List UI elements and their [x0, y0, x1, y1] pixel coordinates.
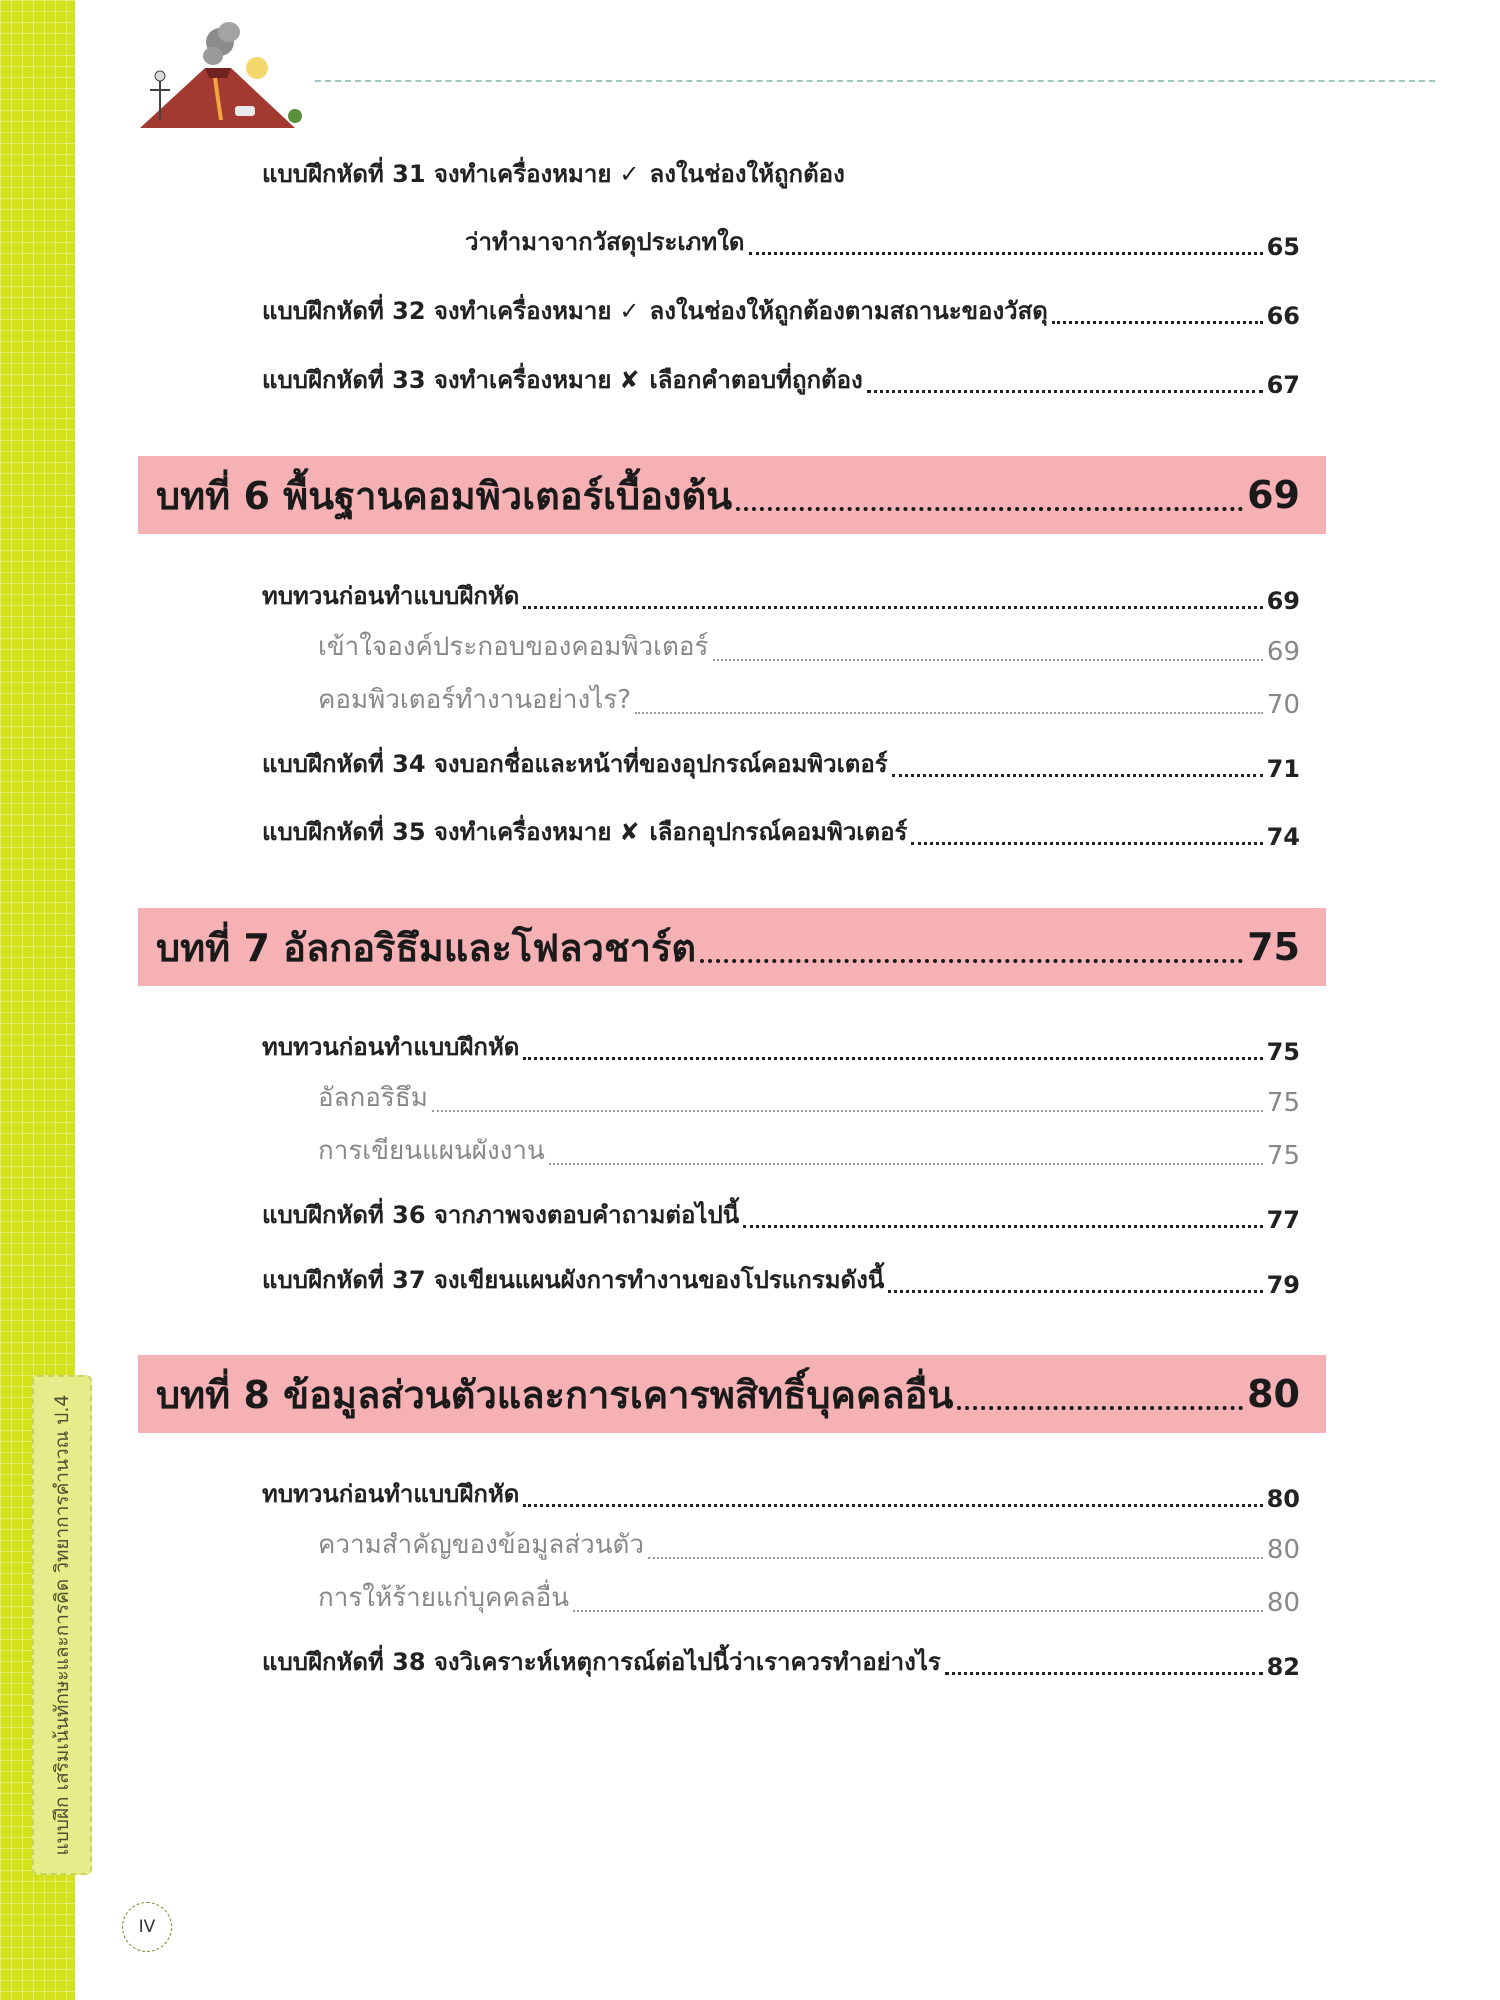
toc-entry-ex31-cont[interactable]: ว่าทำมาจากวัสดุประเภทใด 65 — [465, 228, 1300, 261]
toc-topic[interactable]: คอมพิวเตอร์ทำงานอย่างไร? 70 — [318, 685, 1300, 720]
chapter-7-band[interactable] — [138, 908, 1326, 986]
toc-topic[interactable]: การให้ร้ายแก่บุคคลอื่น 80 — [318, 1583, 1300, 1618]
leader-dots — [523, 1494, 1262, 1507]
leader-dots — [945, 1662, 1263, 1675]
leader-dots — [957, 1392, 1243, 1410]
toc-entry-ex32[interactable]: แบบฝึกหัดที่ 32 จงทำเครื่องหมาย ✓ ลงในช่องให้ถูกต้องตามสถานะของวัสดุ 66 — [262, 297, 1300, 330]
chapter-page: 75 — [1247, 925, 1300, 969]
leader-dots — [635, 702, 1263, 714]
leader-dots — [736, 493, 1243, 511]
leader-dots — [523, 1047, 1262, 1060]
cross-mark-icon: ✘ — [619, 818, 640, 846]
leader-dots — [888, 1280, 1262, 1293]
page-number: IV — [122, 1902, 172, 1952]
toc-topic[interactable]: ความสำคัญของข้อมูลส่วนตัว 80 — [318, 1530, 1300, 1565]
page-num: 67 — [1266, 371, 1300, 399]
leader-dots — [700, 945, 1243, 963]
side-label: แบบฝึก เสริมเน้นทักษะและการคิด วิทยาการคำนวณ ป.4 — [51, 1394, 73, 1856]
toc-review-ch6[interactable]: ทบทวนก่อนทำแบบฝึกหัด 69 — [262, 582, 1300, 615]
toc-topic[interactable]: อัลกอริธึม 75 — [318, 1083, 1300, 1118]
toc-topic[interactable]: เข้าใจองค์ประกอบของคอมพิวเตอร์ 69 — [318, 632, 1300, 667]
chapter-6-band[interactable] — [138, 456, 1326, 534]
leader-dots — [911, 832, 1262, 845]
leader-dots — [867, 380, 1263, 393]
chapter-page: 80 — [1247, 1372, 1300, 1416]
toc-entry-ex38[interactable]: แบบฝึกหัดที่ 38 จงวิเคราะห์เหตุการณ์ต่อไปนี้ว่าเราควรทำอย่างไร 82 — [262, 1648, 1300, 1681]
volcano-illustration-icon — [135, 20, 305, 132]
check-mark-icon: ✓ — [619, 297, 640, 325]
toc-topic[interactable]: การเขียนแผนผังงาน 75 — [318, 1136, 1300, 1171]
chapter-8-band[interactable] — [138, 1355, 1326, 1433]
toc-entry-ex34[interactable]: แบบฝึกหัดที่ 34 จงบอกชื่อและหน้าที่ของอุปกรณ์คอมพิวเตอร์ 71 — [262, 750, 1300, 783]
toc-review-ch7[interactable]: ทบทวนก่อนทำแบบฝึกหัด 75 — [262, 1033, 1300, 1066]
toc-entry-ex36[interactable]: แบบฝึกหัดที่ 36 จากภาพจงตอบคำถามต่อไปนี้ 77 — [262, 1201, 1300, 1234]
page-num: 66 — [1266, 302, 1300, 330]
leader-dots — [743, 1215, 1262, 1228]
check-mark-icon: ✓ — [619, 160, 640, 188]
leader-dots — [892, 764, 1263, 777]
leader-dots — [749, 242, 1263, 255]
chapter-page: 69 — [1247, 473, 1300, 517]
toc-entry-ex33[interactable]: แบบฝึกหัดที่ 33 จงทำเครื่องหมาย ✘ เลือกคำตอบที่ถูกต้อง 67 — [262, 366, 1300, 399]
chapter-title: บทที่ 6 พื้นฐานคอมพิวเตอร์เบื้องต้น — [156, 473, 733, 518]
cross-mark-icon: ✘ — [619, 366, 640, 394]
leader-dots — [549, 1153, 1263, 1165]
chapter-title: บทที่ 7 อัลกอริธึมและโฟลวชาร์ต — [156, 925, 697, 970]
toc-entry-ex31[interactable]: แบบฝึกหัดที่ 31 จงทำเครื่องหมาย ✓ ลงในช่องให้ถูกต้อง — [262, 160, 845, 188]
page-num: 65 — [1266, 233, 1300, 261]
leader-dots — [573, 1600, 1263, 1612]
header-rule — [315, 80, 1435, 82]
leader-dots — [1052, 311, 1263, 324]
chapter-title: บทที่ 8 ข้อมูลส่วนตัวและการเคารพสิทธิ์บุคคลอื่น — [156, 1372, 954, 1417]
toc-review-ch8[interactable]: ทบทวนก่อนทำแบบฝึกหัด 80 — [262, 1480, 1300, 1513]
toc-entry-ex37[interactable]: แบบฝึกหัดที่ 37 จงเขียนแผนผังการทำงานของโปรแกรมดังนี้ 79 — [262, 1266, 1300, 1299]
toc-entry-ex35[interactable]: แบบฝึกหัดที่ 35 จงทำเครื่องหมาย ✘ เลือกอุปกรณ์คอมพิวเตอร์ 74 — [262, 818, 1300, 851]
leader-dots — [432, 1100, 1263, 1112]
leader-dots — [713, 649, 1263, 661]
leader-dots — [648, 1547, 1263, 1559]
leader-dots — [523, 596, 1262, 609]
